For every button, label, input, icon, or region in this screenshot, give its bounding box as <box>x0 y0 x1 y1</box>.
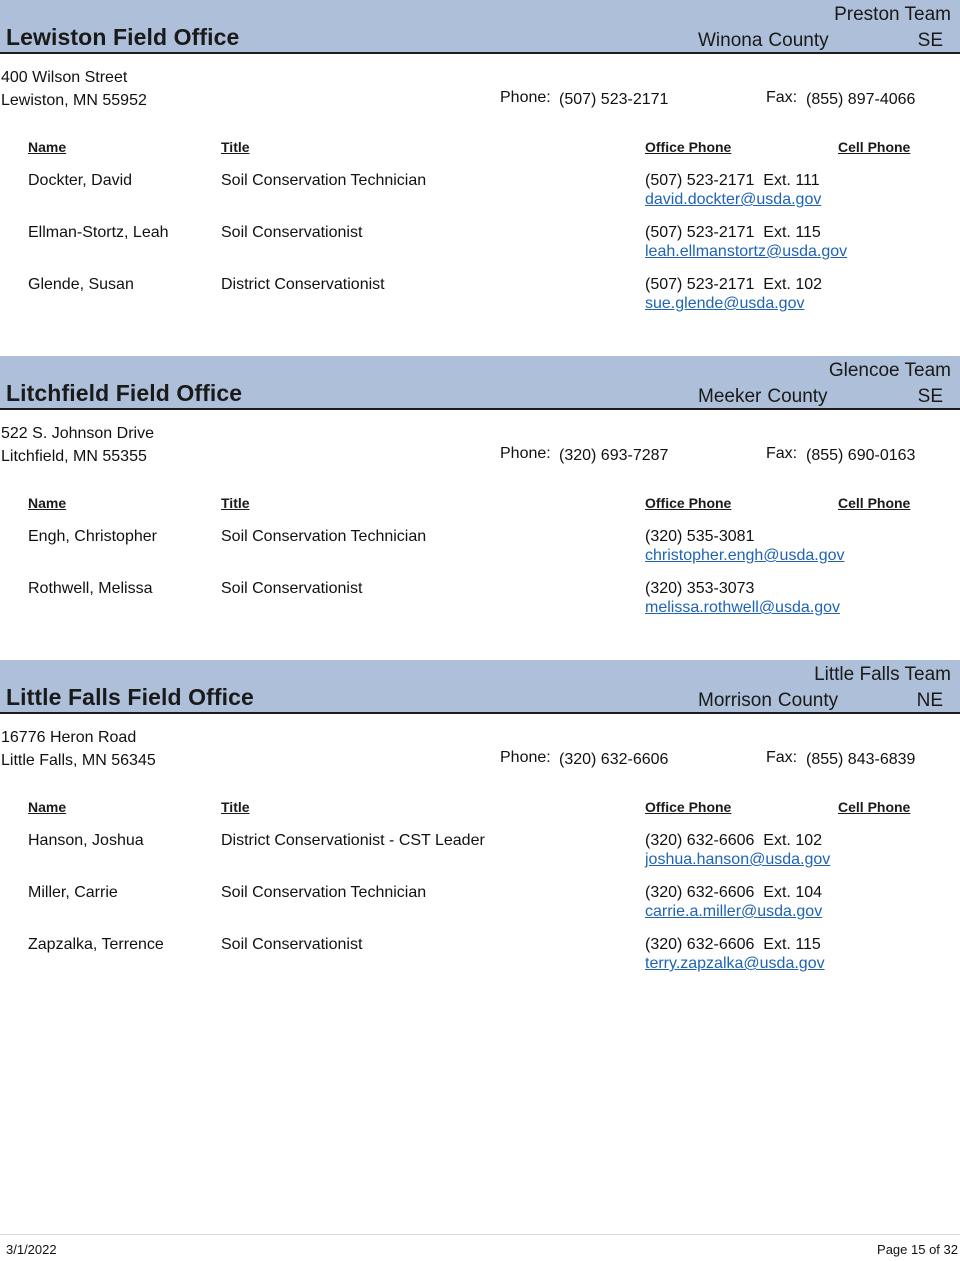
staff-name: Miller, Carrie <box>28 884 118 901</box>
staff-email-link[interactable]: joshua.hanson@usda.gov <box>645 851 831 868</box>
county <box>698 386 828 408</box>
staff-contact <box>645 528 844 566</box>
region-code: SE <box>917 386 943 407</box>
column-header-cell-phone: Cell Phone <box>838 139 911 155</box>
staff-row <box>0 580 960 630</box>
column-header-name: Name <box>28 495 67 511</box>
fax-label: Fax: <box>766 89 798 106</box>
address-street: 522 S. Johnson Drive <box>1 425 154 442</box>
phone-label: Phone: <box>500 89 551 106</box>
staff-contact <box>645 172 821 210</box>
address-city: Lewiston, MN 55952 <box>1 92 147 109</box>
office-header <box>0 0 960 54</box>
column-header-office-phone: Office Phone <box>645 495 732 511</box>
office-fax: (855) 897-4066 <box>806 91 916 108</box>
region-code: SE <box>917 30 943 51</box>
staff-row <box>0 832 960 882</box>
office-phone: (320) 632-6606 <box>559 751 669 768</box>
column-header-office-phone: Office Phone <box>645 799 732 815</box>
field-office-section <box>0 660 960 972</box>
staff-office-phone: (320) 632-6606 Ext. 102 <box>645 832 823 849</box>
column-header-title: Title <box>221 139 250 155</box>
office-header <box>0 356 960 410</box>
column-header-cell-phone: Cell Phone <box>838 799 911 815</box>
office-phone: (320) 693-7287 <box>559 447 669 464</box>
staff-email-link[interactable]: melissa.rothwell@usda.gov <box>645 599 840 616</box>
staff-office-phone: (320) 632-6606 Ext. 104 <box>645 884 823 901</box>
fax-label: Fax: <box>766 749 798 766</box>
staff-contact <box>645 580 840 618</box>
phone-label: Phone: <box>500 445 551 462</box>
county <box>698 690 838 712</box>
staff-title: District Conservationist <box>221 276 385 293</box>
phone-label: Phone: <box>500 749 551 766</box>
column-header-name: Name <box>28 799 67 815</box>
staff-name: Glende, Susan <box>28 276 134 293</box>
staff-contact <box>645 276 822 314</box>
county-label: County <box>777 690 839 711</box>
staff-row <box>0 884 960 934</box>
address-street: 16776 Heron Road <box>1 729 137 746</box>
staff-title: Soil Conservationist <box>221 580 363 597</box>
field-office-section <box>0 356 960 616</box>
staff-email-link[interactable]: terry.zapzalka@usda.gov <box>645 955 825 972</box>
staff-title: Soil Conservationist <box>221 224 363 241</box>
office-fax: (855) 690-0163 <box>806 447 916 464</box>
staff-title: Soil Conservation Technician <box>221 528 427 545</box>
office-name: Little Falls Field Office <box>6 684 254 710</box>
staff-row <box>0 224 960 274</box>
column-header-cell-phone: Cell Phone <box>838 495 911 511</box>
staff-email-link[interactable]: carrie.a.miller@usda.gov <box>645 903 823 920</box>
staff-name: Engh, Christopher <box>28 528 157 545</box>
county-name: Winona <box>698 30 763 51</box>
staff-email-link[interactable]: leah.ellmanstortz@usda.gov <box>645 243 848 260</box>
county-label: County <box>768 30 829 51</box>
county-name: Meeker <box>698 386 762 407</box>
staff-office-phone: (320) 632-6606 Ext. 115 <box>645 936 821 953</box>
office-address <box>1 422 154 468</box>
county <box>698 30 829 52</box>
footer-date: 3/1/2022 <box>6 1242 57 1257</box>
staff-contact <box>645 936 825 974</box>
office-name: Lewiston Field Office <box>6 24 240 50</box>
team-name: Glencoe Team <box>828 360 951 381</box>
team-name: Preston Team <box>834 4 951 25</box>
office-fax: (855) 843-6839 <box>806 751 916 768</box>
county-name: Morrison <box>698 690 772 711</box>
region-code: NE <box>916 690 943 711</box>
staff-title: District Conservationist - CST Leader <box>221 832 485 849</box>
staff-title: Soil Conservation Technician <box>221 172 427 189</box>
staff-name: Ellman-Stortz, Leah <box>28 224 169 241</box>
staff-name: Rothwell, Melissa <box>28 580 153 597</box>
staff-row <box>0 172 960 222</box>
office-address <box>1 726 156 772</box>
staff-email-link[interactable]: david.dockter@usda.gov <box>645 191 822 208</box>
staff-row <box>0 936 960 986</box>
team-name: Little Falls Team <box>814 664 951 685</box>
staff-office-phone: (320) 353-3073 <box>645 580 755 597</box>
address-street: 400 Wilson Street <box>1 69 128 86</box>
column-header-title: Title <box>221 495 250 511</box>
address-city: Litchfield, MN 55355 <box>1 448 147 465</box>
staff-row <box>0 276 960 326</box>
staff-title: Soil Conservation Technician <box>221 884 427 901</box>
staff-contact <box>645 884 822 922</box>
staff-title: Soil Conservationist <box>221 936 363 953</box>
staff-name: Zapzalka, Terrence <box>28 936 164 953</box>
office-header <box>0 660 960 714</box>
office-phone: (507) 523-2171 <box>559 91 669 108</box>
office-address <box>1 66 147 112</box>
fax-label: Fax: <box>766 445 798 462</box>
staff-name: Dockter, David <box>28 172 133 189</box>
staff-email-link[interactable]: christopher.engh@usda.gov <box>645 547 845 564</box>
staff-office-phone: (507) 523-2171 Ext. 102 <box>645 276 823 293</box>
address-city: Little Falls, MN 56345 <box>1 752 156 769</box>
footer-page-number: Page 15 of 32 <box>877 1242 958 1257</box>
staff-email-link[interactable]: sue.glende@usda.gov <box>645 295 805 312</box>
column-header-title: Title <box>221 799 250 815</box>
staff-contact <box>645 832 830 870</box>
footer-divider <box>0 1234 960 1235</box>
column-header-office-phone: Office Phone <box>645 139 732 155</box>
staff-office-phone: (507) 523-2171 Ext. 111 <box>645 172 820 189</box>
staff-office-phone: (320) 535-3081 <box>645 528 755 545</box>
staff-row <box>0 528 960 578</box>
county-label: County <box>767 386 828 407</box>
staff-office-phone: (507) 523-2171 Ext. 115 <box>645 224 821 241</box>
office-name: Litchfield Field Office <box>6 380 243 406</box>
column-header-name: Name <box>28 139 67 155</box>
field-office-section <box>0 0 960 312</box>
staff-contact <box>645 224 847 262</box>
staff-name: Hanson, Joshua <box>28 832 144 849</box>
